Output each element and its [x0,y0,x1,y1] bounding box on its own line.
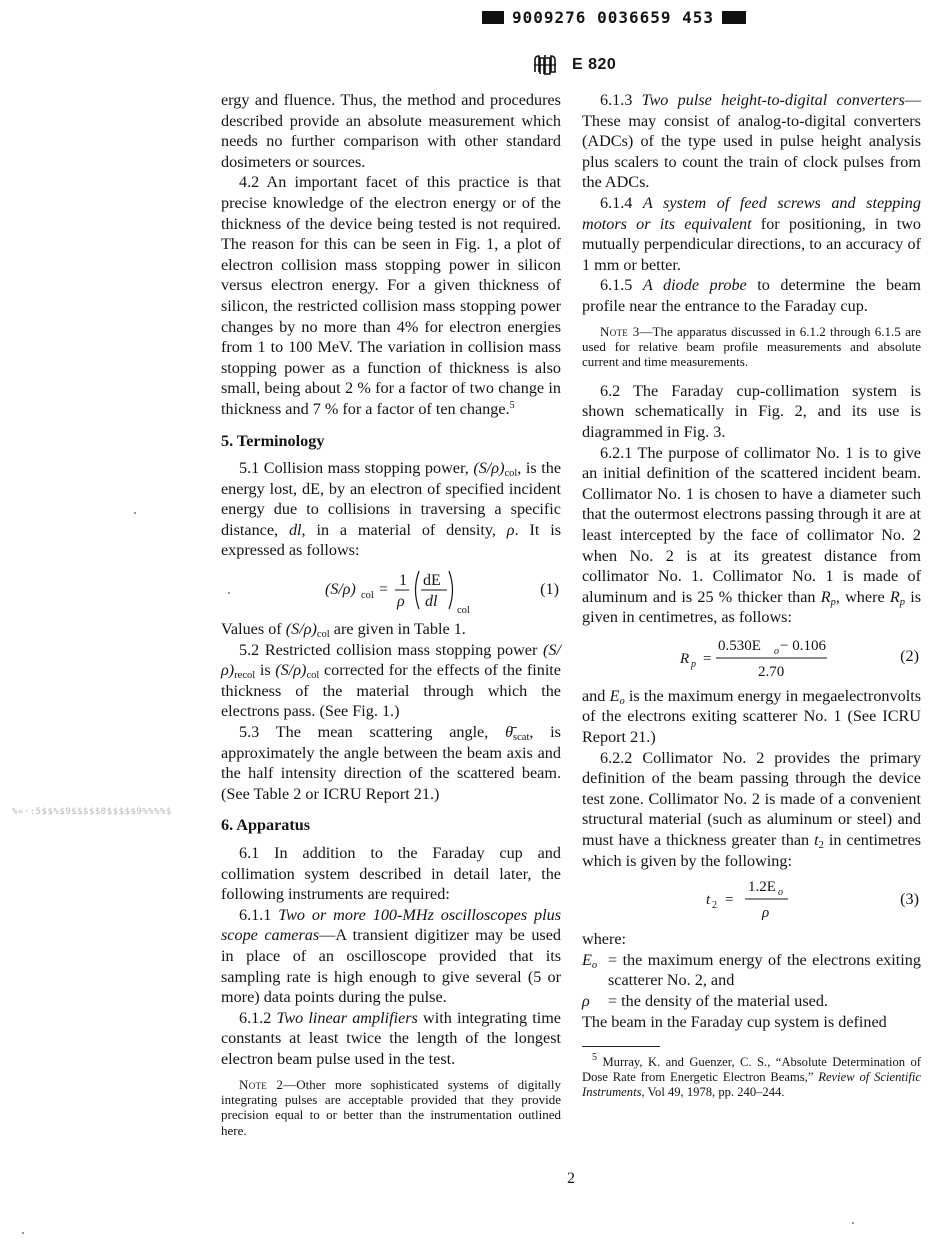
paragraph-6-2-2: 6.2.2 Collimator No. 2 provides the primary definition of the beam passing through the device test zone. Collimator No. 2 is made of a convenient structural material (such as aluminum or steel) and must have a thickness greater than $t_2$ in centimetres which is given by the following: [582,748,922,870]
paragraph-5-1: 5.1 Collision mass stopping power, $(S/\rho)_{col}$, is the energy lost, dE, by an electron of specified incident energy due to collisions in traversing a specific distance, dl, in a material of density, ρ. It is expressed as follows: [221,459,562,560]
svg-text:col: col [361,590,374,602]
svg-text:=: = [703,650,712,667]
where-item-rho: ρ = the density of the material used. [582,992,828,1010]
svg-text:p: p [691,658,696,670]
section-5-heading: 5. Terminology [221,431,325,450]
svg-text:=: = [725,892,734,909]
section-6-heading: 6. Apparatus [221,816,311,835]
where-label: where: [582,930,627,949]
paragraph-6-2-1: 6.2.1 The purpose of collimator No. 1 is to give an initial definition of the scattered incident beam. Collimator No. 1 is chosen to have a diameter such that the outermost electrons passing through it are at least intercepted by the face of collimator No. 2 when No. 2 is at its greatest distance from collimator No. 1. Collimator No. 1 is made of aluminum and is 25 % thicker than $R_p$, where $R_p$ is given in centimetres, as follows: [582,443,921,627]
equation-1-number: (1) [540,580,559,599]
svg-text:ρ: ρ [397,593,405,611]
svg-text:− 0.106: − 0.106 [780,637,826,654]
svg-text:2.70: 2.70 [758,663,785,680]
svg-text:1.2E: 1.2E [748,879,776,896]
paragraph-5-2: 5.2 Restricted collision mass stopping power $(S/\rho)_{recol}$ is $(S/\rho)_{col}$ corrected for the effects of the finite thickness of the material through which the electrons pass. (See Fig. 1.) [221,640,561,721]
svg-text:ρ: ρ [762,905,770,922]
paragraph-6-1-1: 6.1.1 Two or more 100-MHz oscilloscopes plus scope cameras—A transient digitizer may be used in place of an oscilloscope provided that its sampling rate is high enough to give several (5 or more) data points during the pulse. [221,905,562,1007]
equation-1-formula [221,561,561,619]
scan-speck [852,1222,854,1224]
where-item-e0: $E_o$ = the maximum energy of the electrons exiting scatterer No. 2, and [582,950,921,990]
svg-text:dE: dE [423,572,441,590]
scan-speck [134,512,136,514]
equation-3-number: (3) [900,890,919,909]
svg-text:=: = [379,581,389,599]
paragraph-beam: The beam in the Faraday cup system is defined [582,1012,887,1031]
svg-text:(S/ρ): (S/ρ) [325,581,356,599]
equation-3 [582,871,921,929]
paragraph-6-1-5: 6.1.5 A diode probe to determine the beam profile near the entrance to the Faraday cup. [582,276,922,315]
note-3: Note 3—The apparatus discussed in 6.1.2 through 6.1.5 are used for relative beam profile measurements and absolute current and time measurements. [582,323,921,370]
paragraph-6-2: 6.2 The Faraday cup-collimation system is shown schematically in Fig. 2, and its use is diagrammed in Fig. 3. [582,381,921,441]
document-id-barcode [482,8,746,27]
paragraph-6-1: 6.1 In addition to the Faraday cup and collimation system described in detail later, the following instruments are required: [221,844,561,904]
equation-2-formula [582,628,921,686]
paragraph-intro: ergy and fluence. Thus, the method and procedures described provide an absolute measurement which needs no further comparison with other standard dosimeters or sources. [221,91,561,171]
equation-2 [582,628,921,686]
equation-3-formula [582,871,921,929]
standard-designation: E 820 [572,56,617,73]
paragraph-6-1-4: 6.1.4 A system of feed screws and stepping motors or its equivalent for positioning, in two mutually perpendicular directions, to an accuracy of 1 mm or better. [582,193,921,274]
barcode-block-left [482,11,504,24]
paragraph-6-1-2: 6.1.2 Two linear amplifiers with integrating time constants at least twice the length of the longest electron beam pulse used in the test. [221,1008,561,1068]
paragraph-5-3: 5.3 The mean scattering angle, $\thetā_{scat}$, is approximately the angle between the beam axis and the half intensity direction of the scattered beam. (See Table 2 or ICRU Report 21.) [221,723,561,803]
svg-text:0.530E: 0.530E [718,637,761,654]
paragraph-6-1-3: 6.1.3 Two pulse height-to-digital converters—These may consist of analog-to-digital converters (ADCs) of the type used in pulse height analysis plus scalers to count the train of clock pulses from the ADCs. [582,91,922,192]
barcode-block-right [722,11,746,24]
svg-text:1: 1 [399,572,407,590]
svg-text:2: 2 [712,900,717,912]
svg-text:o: o [774,645,779,657]
equation-2-number: (2) [900,646,919,665]
svg-text:col: col [457,605,470,617]
svg-text:o: o [778,887,783,899]
paragraph-values: Values of $(S/\rho)_{col}$ are given in Table 1. [221,620,466,641]
note-2: Note 2—Other more sophisticated systems of digitally integrating pulses are acceptable provided that they provide precision equal to or better than the instrumentation outlined here. [221,1076,561,1138]
scan-speck [228,592,230,594]
footnote-divider [582,1046,660,1047]
barcode-text: 9009276 0036659 453 [512,8,715,27]
scan-speck [22,1232,24,1234]
equation-1 [221,561,561,619]
paragraph-4-2: 4.2 An important facet of this practice is that precise knowledge of the electron energy or of the thickness of the device being tested is not required. The reason for this can be seen in Fig. 1, a plot of electron collision mass stopping power in silicon versus electron energy. For a given thickness of silicon, the restricted collision mass stopping power changes by no more than 4% for electron energies from 1 to 100 MeV. The variation in collision mass stopping power as a function of thickness is also small, being about 2 % for a factor of two change in thickness and 7 % for a factor of ten change.$^5$ [221,173,561,418]
scan-artifact-text: %«·:5$$%$9$$$$$0$$$$$9%%%%$ [12,807,172,817]
footnote-5: $^5$ Murray, K. and Guenzer, C. S., “Absolute Determination of Dose Rate from Energetic Electron Beams,” Review of Scientific Instruments, Vol 49, 1978, pp. 240–244. [582,1052,921,1100]
right-column [582,90,921,1100]
paragraph-and: and $E_o$ is the maximum energy in megaelectronvolts of the electrons exiting scatterer No. 1 (See ICRU Report 21.) [582,686,921,747]
page-header [532,52,616,78]
svg-text:R: R [680,650,690,667]
page-number: 2 [567,1170,575,1187]
left-column [221,90,561,1138]
svg-text:dl: dl [425,593,438,611]
astm-logo-icon [532,52,558,78]
svg-text:t: t [706,892,711,909]
